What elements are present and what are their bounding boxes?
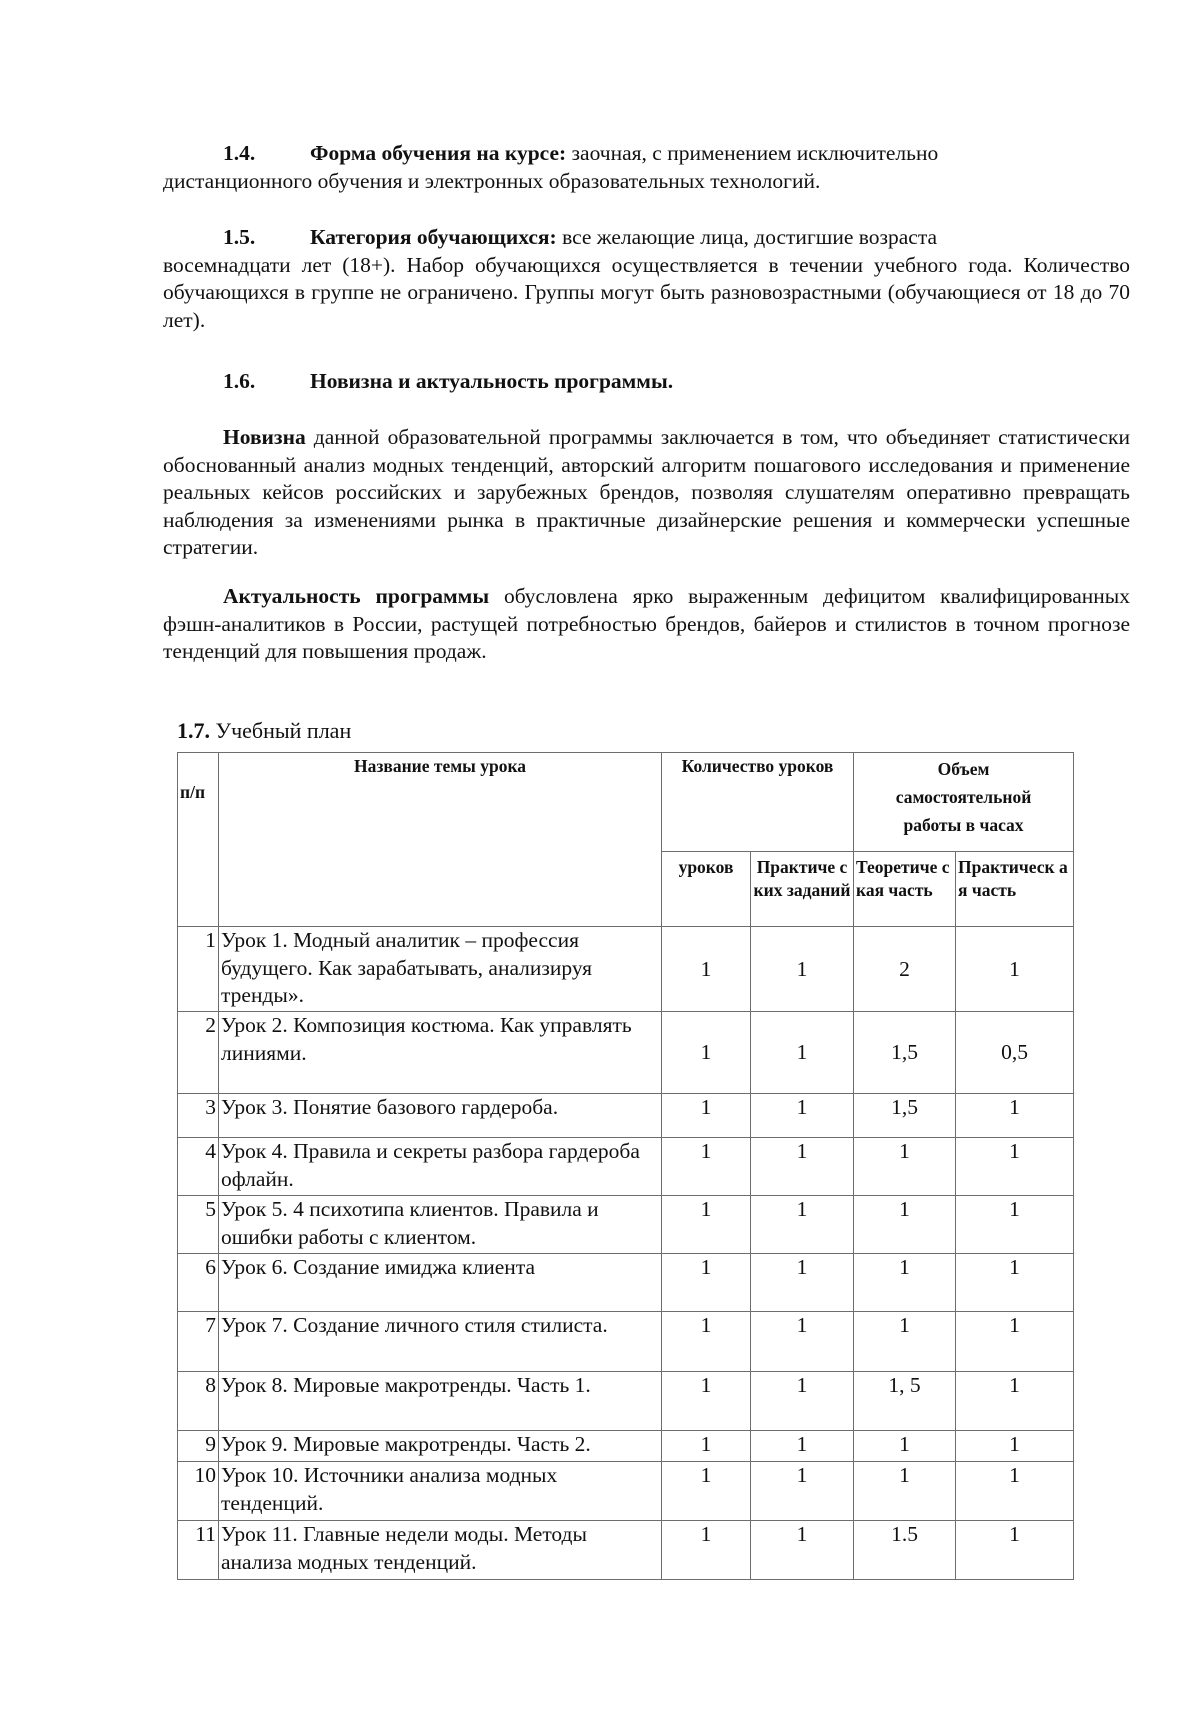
header-practice: Практическ ая часть: [956, 852, 1074, 927]
novelty-label: Новизна: [223, 425, 306, 449]
header-practice-tasks: Практиче ских заданий: [751, 852, 854, 927]
novelty-paragraph: [163, 424, 1130, 562]
table-row: 6 Урок 6. Создание имиджа клиента 1 1 1 1: [178, 1254, 1074, 1312]
curriculum-table: [177, 752, 1074, 1580]
relevance-label: Актуальность программы: [223, 584, 490, 608]
header-theory: Теоретиче ская часть: [854, 852, 956, 927]
plan-title: [177, 718, 351, 744]
section-text: все желающие лица, достигшие возраста: [562, 225, 938, 249]
table-row: 4 Урок 4. Правила и секреты разбора гардероба офлайн. 1 1 1 1: [178, 1138, 1074, 1196]
section-label: Категория обучающихся:: [310, 225, 557, 249]
section-text-cont: восемнадцати лет (18+). Набор обучающихся осуществляется в течении учебного года. Количество обучающихся в группе не ограничено. Группы могут быть разновозрастными (обучающиеся от 18 до 70 лет).: [163, 252, 1130, 332]
relevance-paragraph: [163, 583, 1130, 666]
section-1-6-heading: [223, 368, 673, 395]
section-text: заочная, с применением исключительно: [571, 141, 939, 165]
plan-title-text: Учебный план: [215, 718, 352, 743]
table-row: 1 Урок 1. Модный аналитик – профессия будущего. Как зарабатывать, анализируя тренды». 1 1 2 1: [178, 927, 1074, 1012]
table-row: 7 Урок 7. Создание личного стиля стилиста. 1 1 1 1: [178, 1312, 1074, 1372]
header-topic: Название темы урока: [219, 753, 662, 927]
table-row: 2 Урок 2. Композиция костюма. Как управлять линиями. 1 1 1,5 0,5: [178, 1012, 1074, 1094]
table-row: 5 Урок 5. 4 психотипа клиентов. Правила и ошибки работы с клиентом. 1 1 1 1: [178, 1196, 1074, 1254]
table-row: 9 Урок 9. Мировые макротренды. Часть 2. 1 1 1 1: [178, 1431, 1074, 1462]
table-row: 10 Урок 10. Источники анализа модных тенденций. 1 1 1 1: [178, 1462, 1074, 1521]
table-row: 11 Урок 11. Главные недели моды. Методы анализа модных тенденций. 1 1 1.5 1: [178, 1521, 1074, 1580]
header-lessons: уроков: [662, 852, 751, 927]
table-row: 8 Урок 8. Мировые макротренды. Часть 1. 1 1 1, 5 1: [178, 1372, 1074, 1431]
novelty-text: данной образовательной программы заключается в том, что объединяет статистически обоснованный анализ модных тенденций, авторский алгоритм пошагового исследования и применение реальных кейсов российских и зарубежных брендов, позволяя слушателям оперативно превращать наблюдения за изменениями рынка в практичные дизайнерские решения и коммерчески успешные стратегии.: [163, 425, 1131, 560]
relevance-text: обусловлена ярко выраженным дефицитом квалифицированных фэшн-аналитиков в России, растущей потребностью брендов, байеров и стилистов в точном прогнозе тенденций для повышения продаж.: [163, 584, 1130, 664]
section-number: 1.5.: [223, 225, 256, 249]
plan-number: 1.7.: [177, 718, 210, 743]
header-num: п/п: [178, 753, 219, 927]
section-title: Новизна и актуальность программы.: [310, 369, 674, 393]
table-row: 3 Урок 3. Понятие базового гардероба. 1 1 1,5 1: [178, 1094, 1074, 1138]
section-1-5: [163, 224, 1130, 334]
header-lessons-group: Количество уроков: [662, 753, 854, 852]
section-label: Форма обучения на курсе:: [310, 141, 567, 165]
section-text-cont: дистанционного обучения и электронных образовательных технологий.: [163, 168, 821, 193]
section-number: 1.4.: [223, 141, 256, 165]
table-header-row-1: [178, 753, 1074, 852]
header-selfwork-group: Объем самостоятельной работы в часах: [854, 753, 1074, 852]
section-1-4: [163, 140, 1130, 195]
section-number: 1.6.: [223, 369, 256, 393]
